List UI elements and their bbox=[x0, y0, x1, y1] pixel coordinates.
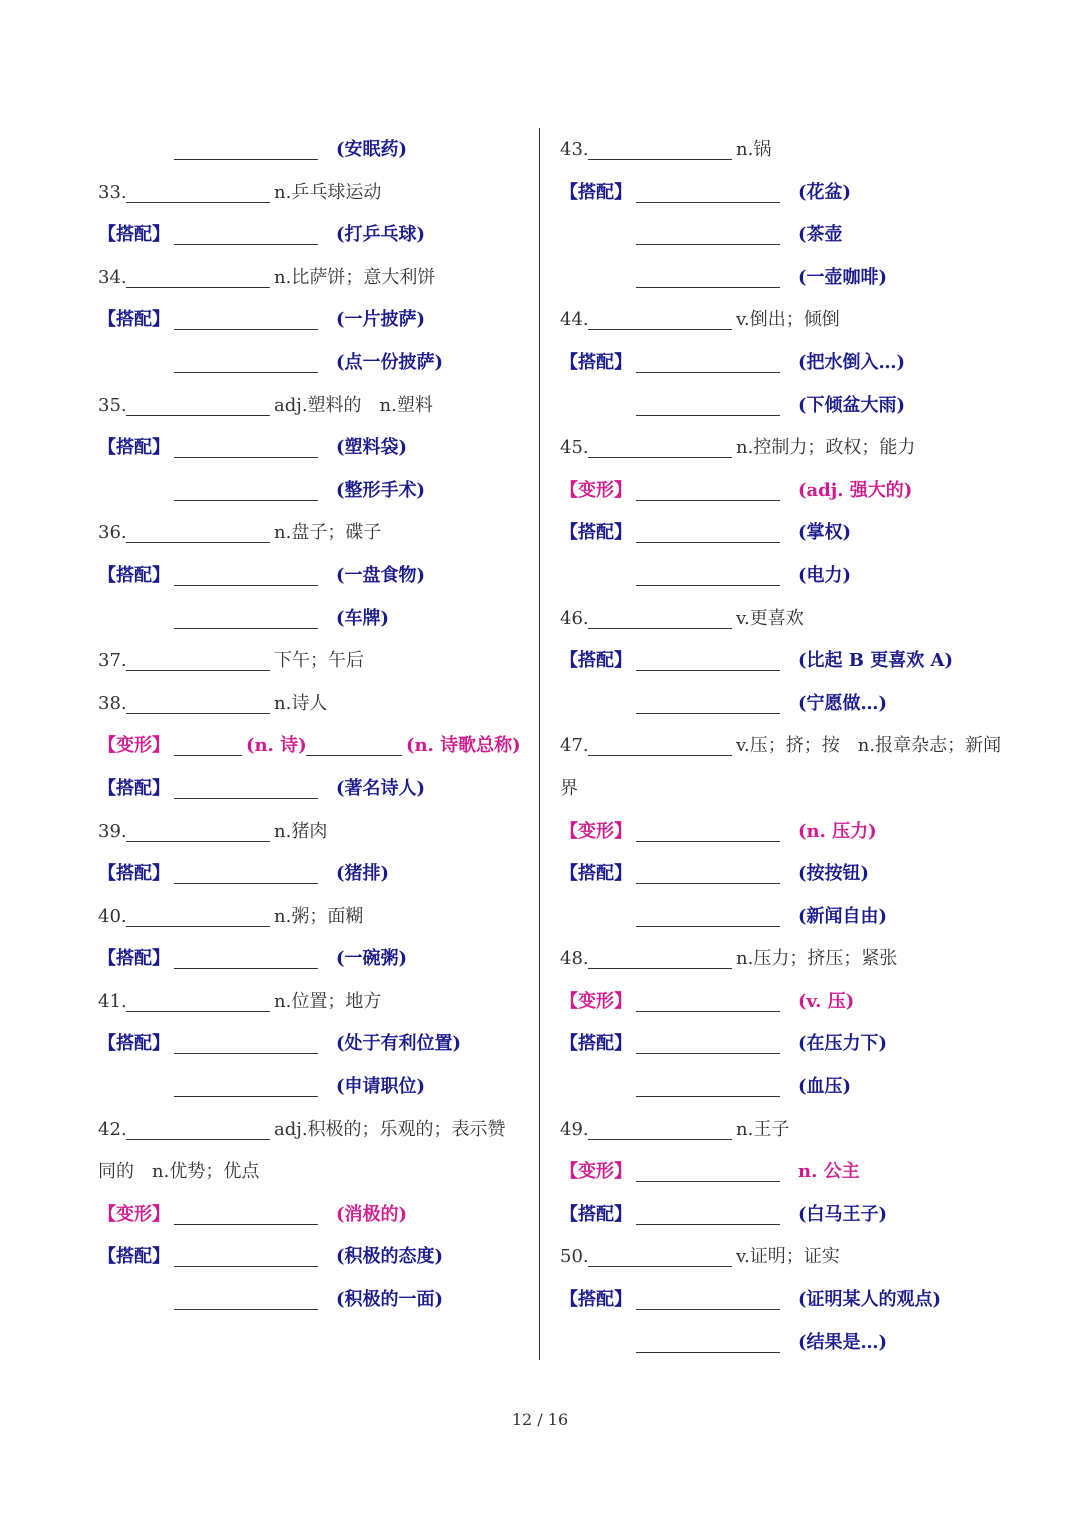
word-form-tag: 【变形】 bbox=[560, 1161, 632, 1183]
answer-blank[interactable] bbox=[174, 883, 318, 884]
collocation-tag: 【搭配】 bbox=[98, 1246, 170, 1268]
entry-line bbox=[98, 469, 530, 512]
entry-hint: (积极的态度) bbox=[336, 1246, 444, 1268]
word-form-tag: 【变形】 bbox=[560, 820, 632, 842]
entry-meaning: n.诗人 bbox=[274, 692, 328, 714]
entry-meaning: n.粥；面糊 bbox=[274, 905, 364, 927]
entry-hint: (一盘食物) bbox=[336, 564, 426, 586]
entry-hint: (茶壶 bbox=[798, 224, 843, 246]
entry-meaning: n.王子 bbox=[736, 1118, 790, 1140]
entry-number: 44. bbox=[560, 309, 589, 331]
answer-blank[interactable] bbox=[636, 1053, 780, 1054]
answer-blank[interactable] bbox=[636, 1224, 780, 1225]
entry-line bbox=[98, 895, 530, 938]
collocation-tag: 【搭配】 bbox=[560, 1289, 632, 1311]
entry-line bbox=[560, 469, 1000, 512]
entry-number: 36. bbox=[98, 522, 127, 544]
entry-hint: (新闻自由) bbox=[798, 905, 888, 927]
answer-blank[interactable] bbox=[636, 713, 780, 714]
entry-meaning: adj.积极的；乐观的；表示赞 bbox=[274, 1118, 506, 1140]
entry-hint: (猪排) bbox=[336, 863, 390, 885]
entry-line bbox=[560, 810, 1000, 853]
entry-hint: (申请职位) bbox=[336, 1076, 426, 1098]
entry-meaning: n.位置；地方 bbox=[274, 990, 382, 1012]
entry-line bbox=[98, 810, 530, 853]
entry-line bbox=[98, 1022, 530, 1065]
entry-hint: (n. 诗歌总称) bbox=[406, 735, 521, 757]
entry-line bbox=[560, 1278, 1000, 1321]
entry-hint: (宁愿做…) bbox=[798, 692, 888, 714]
entry-meaning: n.锅 bbox=[736, 139, 772, 160]
entry-line bbox=[560, 895, 1000, 938]
entry-line bbox=[560, 937, 1000, 980]
entry-line bbox=[560, 554, 1000, 597]
entry-line bbox=[560, 213, 1000, 256]
entry-line bbox=[560, 511, 1000, 554]
entry-line bbox=[98, 1065, 530, 1108]
answer-blank[interactable] bbox=[174, 159, 318, 160]
answer-blank[interactable] bbox=[636, 1096, 780, 1097]
answer-blank[interactable] bbox=[174, 1266, 318, 1267]
entry-line bbox=[98, 1193, 530, 1236]
right-column bbox=[560, 128, 1000, 1363]
entry-line bbox=[560, 256, 1000, 299]
word-form-tag: 【变形】 bbox=[560, 479, 632, 501]
answer-blank[interactable] bbox=[174, 585, 318, 586]
entry-hint: (电力) bbox=[798, 564, 852, 586]
entry-number: 39. bbox=[98, 820, 127, 842]
entry-hint: (点一份披萨) bbox=[336, 351, 444, 373]
answer-blank[interactable] bbox=[126, 1139, 270, 1140]
entry-line bbox=[98, 937, 530, 980]
entry-meaning: n.控制力；政权；能力 bbox=[736, 437, 916, 459]
answer-blank[interactable] bbox=[174, 329, 318, 330]
entry-line bbox=[560, 171, 1000, 214]
answer-blank[interactable] bbox=[174, 755, 242, 756]
collocation-tag: 【搭配】 bbox=[98, 777, 170, 799]
entry-hint: (v. 压) bbox=[798, 990, 855, 1012]
answer-blank[interactable] bbox=[174, 1096, 318, 1097]
answer-blank[interactable] bbox=[126, 713, 270, 714]
collocation-tag: 【搭配】 bbox=[98, 437, 170, 459]
entry-line bbox=[560, 298, 1000, 341]
entry-meaning: v.倒出；倾倒 bbox=[736, 309, 840, 331]
entry-line bbox=[98, 213, 530, 256]
entry-meaning: n.盘子；碟子 bbox=[274, 522, 382, 544]
entry-meaning-continued: 界 bbox=[560, 777, 578, 799]
answer-blank[interactable] bbox=[588, 159, 732, 160]
entry-number: 42. bbox=[98, 1118, 127, 1140]
column-divider bbox=[539, 128, 540, 1360]
answer-blank[interactable] bbox=[126, 415, 270, 416]
entry-line bbox=[98, 1150, 530, 1193]
entry-hint: (掌权) bbox=[798, 522, 852, 544]
entry-number: 34. bbox=[98, 266, 127, 288]
entry-line bbox=[98, 1108, 530, 1151]
answer-blank[interactable] bbox=[636, 542, 780, 543]
answer-blank[interactable] bbox=[174, 798, 318, 799]
entry-line bbox=[560, 1193, 1000, 1236]
entry-number: 47. bbox=[560, 735, 589, 757]
entry-meaning: v.压；挤；按 n.报章杂志；新闻 bbox=[736, 735, 1002, 757]
entry-number: 40. bbox=[98, 905, 127, 927]
entry-hint: (比起 B 更喜欢 A) bbox=[798, 650, 954, 672]
answer-blank[interactable] bbox=[588, 628, 732, 629]
entry-hint: (塑料袋) bbox=[336, 437, 408, 459]
answer-blank[interactable] bbox=[636, 585, 780, 586]
entry-line bbox=[98, 639, 530, 682]
collocation-tag: 【搭配】 bbox=[98, 309, 170, 331]
entry-number: 50. bbox=[560, 1246, 589, 1268]
answer-blank[interactable] bbox=[174, 457, 318, 458]
entry-hint: (下倾盆大雨) bbox=[798, 394, 906, 416]
entry-hint: (一片披萨) bbox=[336, 309, 426, 331]
entry-hint: (n. 压力) bbox=[798, 820, 877, 842]
answer-blank[interactable] bbox=[636, 415, 780, 416]
entry-number: 48. bbox=[560, 948, 589, 970]
entry-line bbox=[560, 767, 1000, 810]
entry-hint: (证明某人的观点) bbox=[798, 1289, 942, 1311]
answer-blank[interactable] bbox=[636, 500, 780, 501]
answer-blank[interactable] bbox=[174, 1309, 318, 1310]
entry-hint: (在压力下) bbox=[798, 1033, 888, 1055]
answer-blank[interactable] bbox=[174, 1053, 318, 1054]
answer-blank[interactable] bbox=[174, 372, 318, 373]
entry-line bbox=[560, 1065, 1000, 1108]
entry-hint: (adj. 强大的) bbox=[798, 479, 913, 501]
collocation-tag: 【搭配】 bbox=[98, 1033, 170, 1055]
left-column bbox=[98, 128, 530, 1321]
answer-blank[interactable] bbox=[126, 202, 270, 203]
answer-blank[interactable] bbox=[174, 500, 318, 501]
answer-blank[interactable] bbox=[588, 1139, 732, 1140]
entry-hint: (车牌) bbox=[336, 607, 390, 629]
entry-line bbox=[98, 980, 530, 1023]
entry-line bbox=[98, 128, 530, 171]
entry-number: 49. bbox=[560, 1118, 589, 1140]
entry-line bbox=[98, 426, 530, 469]
entry-line bbox=[98, 171, 530, 214]
entry-number: 37. bbox=[98, 650, 127, 672]
entry-hint: (整形手术) bbox=[336, 479, 426, 501]
collocation-tag: 【搭配】 bbox=[560, 522, 632, 544]
answer-blank[interactable] bbox=[636, 244, 780, 245]
answer-blank[interactable] bbox=[636, 1309, 780, 1310]
answer-blank[interactable] bbox=[636, 841, 780, 842]
entry-meaning: n.压力；挤压；紧张 bbox=[736, 948, 898, 970]
entry-line bbox=[560, 384, 1000, 427]
entry-line bbox=[98, 384, 530, 427]
collocation-tag: 【搭配】 bbox=[560, 181, 632, 203]
entry-line bbox=[560, 852, 1000, 895]
answer-blank[interactable] bbox=[174, 244, 318, 245]
entry-hint: (一壶咖啡) bbox=[798, 266, 888, 288]
collocation-tag: 【搭配】 bbox=[560, 863, 632, 885]
entry-hint: (按按钮) bbox=[798, 863, 870, 885]
entry-hint: (一碗粥) bbox=[336, 948, 408, 970]
answer-blank[interactable] bbox=[636, 926, 780, 927]
answer-blank[interactable] bbox=[636, 883, 780, 884]
entry-meaning: n.乒乓球运动 bbox=[274, 181, 382, 203]
entry-number: 41. bbox=[98, 990, 127, 1012]
answer-blank[interactable] bbox=[174, 968, 318, 969]
collocation-tag: 【搭配】 bbox=[560, 650, 632, 672]
entry-line bbox=[98, 1278, 530, 1321]
entry-line bbox=[560, 980, 1000, 1023]
entry-hint: (白马王子) bbox=[798, 1203, 888, 1225]
word-form-tag: 【变形】 bbox=[560, 990, 632, 1012]
answer-blank[interactable] bbox=[126, 841, 270, 842]
entry-meaning: 下午；午后 bbox=[274, 650, 364, 672]
collocation-tag: 【搭配】 bbox=[560, 351, 632, 373]
entry-line bbox=[98, 1235, 530, 1278]
entry-line bbox=[98, 298, 530, 341]
answer-blank[interactable] bbox=[126, 542, 270, 543]
entry-hint: (花盆) bbox=[798, 181, 852, 203]
answer-blank[interactable] bbox=[126, 1011, 270, 1012]
entry-line bbox=[98, 767, 530, 810]
answer-blank[interactable] bbox=[126, 670, 270, 671]
entry-line bbox=[560, 1150, 1000, 1193]
answer-blank[interactable] bbox=[636, 287, 780, 288]
collocation-tag: 【搭配】 bbox=[98, 564, 170, 586]
entry-line bbox=[560, 1022, 1000, 1065]
entry-hint: (n. 诗) bbox=[246, 735, 307, 757]
answer-blank[interactable] bbox=[636, 202, 780, 203]
collocation-tag: 【搭配】 bbox=[98, 948, 170, 970]
answer-blank[interactable] bbox=[588, 968, 732, 969]
entry-line bbox=[560, 639, 1000, 682]
entry-hint: (消极的) bbox=[336, 1203, 408, 1225]
collocation-tag: 【搭配】 bbox=[560, 1033, 632, 1055]
answer-blank[interactable] bbox=[636, 1352, 780, 1353]
entry-meaning: v.更喜欢 bbox=[736, 607, 804, 629]
answer-blank[interactable] bbox=[636, 1011, 780, 1012]
answer-blank[interactable] bbox=[174, 628, 318, 629]
entry-hint: (血压) bbox=[798, 1076, 852, 1098]
entry-line bbox=[560, 426, 1000, 469]
answer-blank[interactable] bbox=[588, 1266, 732, 1267]
entry-line bbox=[98, 682, 530, 725]
page-number: 12 / 16 bbox=[511, 1410, 569, 1429]
answer-blank[interactable] bbox=[174, 1224, 318, 1225]
entry-meaning: adj.塑料的 n.塑料 bbox=[274, 394, 433, 416]
entry-meaning: v.证明；证实 bbox=[736, 1246, 840, 1268]
entry-line bbox=[98, 852, 530, 895]
answer-blank[interactable] bbox=[636, 372, 780, 373]
entry-hint: (积极的一面) bbox=[336, 1289, 444, 1311]
entry-line bbox=[560, 724, 1000, 767]
entry-hint: (著名诗人) bbox=[336, 777, 426, 799]
entry-hint: (处于有利位置) bbox=[336, 1033, 462, 1055]
answer-blank[interactable] bbox=[306, 755, 402, 756]
answer-blank[interactable] bbox=[126, 287, 270, 288]
entry-hint: (把水倒入…) bbox=[798, 351, 906, 373]
entry-line bbox=[560, 1321, 1000, 1364]
entry-line bbox=[560, 341, 1000, 384]
entry-meaning: n.比萨饼；意大利饼 bbox=[274, 266, 436, 288]
word-form-tag: 【变形】 bbox=[98, 1203, 170, 1225]
answer-blank[interactable] bbox=[588, 457, 732, 458]
entry-line bbox=[560, 1235, 1000, 1278]
entry-number: 46. bbox=[560, 607, 589, 629]
answer-blank[interactable] bbox=[126, 926, 270, 927]
entry-line bbox=[98, 554, 530, 597]
collocation-tag: 【搭配】 bbox=[98, 224, 170, 246]
answer-blank[interactable] bbox=[636, 1181, 780, 1182]
entry-line bbox=[98, 256, 530, 299]
entry-hint: (安眠药) bbox=[336, 139, 408, 160]
answer-blank[interactable] bbox=[588, 329, 732, 330]
entry-line bbox=[98, 597, 530, 640]
entry-number: 35. bbox=[98, 394, 127, 416]
entry-line bbox=[560, 597, 1000, 640]
answer-blank[interactable] bbox=[588, 755, 732, 756]
answer-blank[interactable] bbox=[636, 670, 780, 671]
word-form-tag: 【变形】 bbox=[98, 735, 170, 757]
entry-number: 45. bbox=[560, 437, 589, 459]
entry-hint: (打乒乓球) bbox=[336, 224, 426, 246]
collocation-tag: 【搭配】 bbox=[560, 1203, 632, 1225]
entry-line bbox=[98, 341, 530, 384]
entry-number: 43. bbox=[560, 139, 589, 160]
entry-line bbox=[98, 724, 530, 767]
entry-line bbox=[98, 511, 530, 554]
entry-line bbox=[560, 128, 1000, 171]
entry-hint: n. 公主 bbox=[798, 1161, 860, 1183]
entry-number: 38. bbox=[98, 692, 127, 714]
entry-line bbox=[560, 1108, 1000, 1151]
collocation-tag: 【搭配】 bbox=[98, 863, 170, 885]
entry-number: 33. bbox=[98, 181, 127, 203]
entry-meaning: n.猪肉 bbox=[274, 820, 328, 842]
entry-meaning-continued: 同的 n.优势；优点 bbox=[98, 1161, 260, 1183]
entry-line bbox=[560, 682, 1000, 725]
entry-hint: (结果是…) bbox=[798, 1331, 888, 1353]
